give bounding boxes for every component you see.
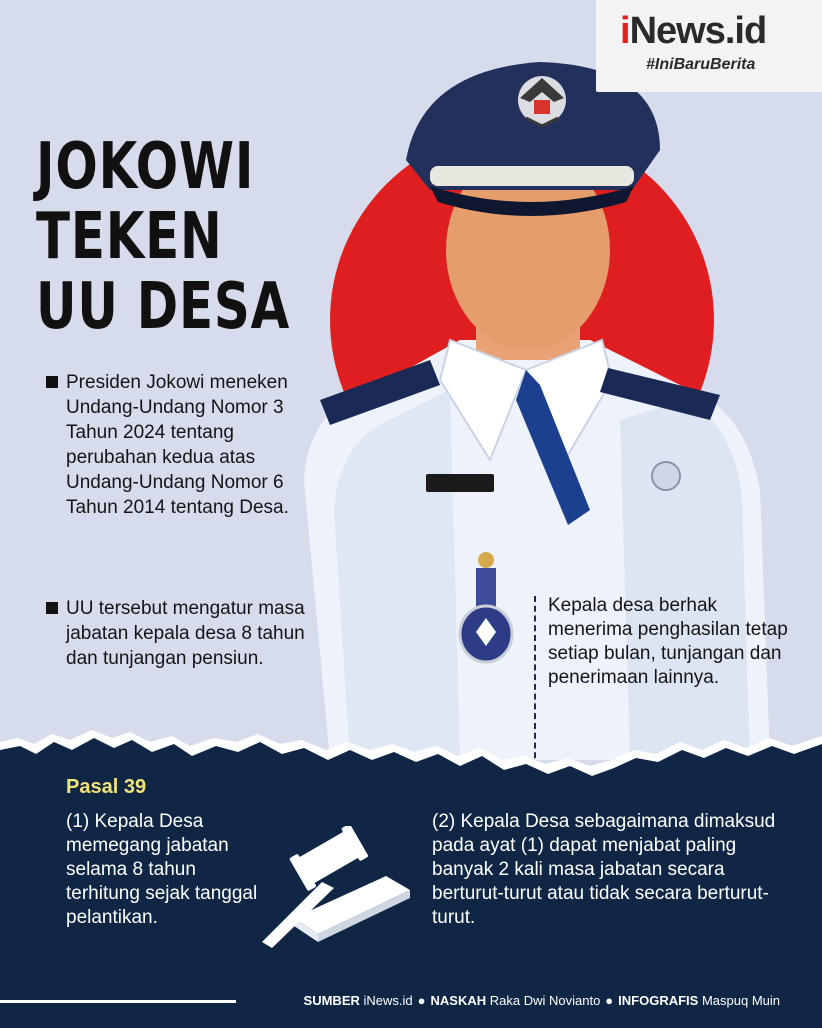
side-note: Kepala desa berhak menerima penghasilan tetap setiap bulan, tunjangan dan penerimaan lainnya. <box>548 595 788 688</box>
footer-sumber-label: SUMBER <box>303 993 360 1008</box>
pasal-ayat-1: (1) Kepala Desa memegang jabatan selama 8 tahun terhitung sejak tanggal pelantikan. <box>66 811 258 928</box>
footer-infografis-value: Maspuq Muin <box>701 993 780 1008</box>
bullet-item <box>46 370 326 570</box>
bullet-text: UU tersebut mengatur masa jabatan kepala desa 8 tahun dan tunjangan pensiun. <box>66 598 305 669</box>
footer-infografis-label: INFOGRAFIS <box>618 993 699 1008</box>
bullet-item <box>46 596 326 706</box>
name-tag <box>426 474 494 492</box>
brand-logo <box>620 10 766 53</box>
footer-naskah-value: Raka Dwi Novianto <box>489 993 601 1008</box>
brand-box <box>596 0 822 92</box>
footer-separator: ● <box>605 993 614 1008</box>
page-title <box>36 132 290 342</box>
pasal-heading: Pasal 39 <box>66 776 147 798</box>
pasal-ayat-2: (2) Kepala Desa sebagaimana dimaksud pada ayat (1) dapat menjabat paling banyak 2 kali masa jabatan secara berturut-turut atau tidak secara berturut-turut. <box>432 811 776 928</box>
footer-naskah-label: NASKAH <box>430 993 487 1008</box>
footer-separator: ● <box>417 993 426 1008</box>
footer-rule <box>0 1000 236 1003</box>
cap-band <box>430 166 634 186</box>
brand-logo-i: i <box>620 10 630 52</box>
bullet-square-icon <box>46 376 58 388</box>
brand-tagline: #IniBaruBerita <box>646 56 756 73</box>
footer-sumber-value: iNews.id <box>363 993 413 1008</box>
chest-badge <box>652 462 680 490</box>
title-line-2: TEKEN <box>36 200 223 274</box>
title-line-1: JOKOWI <box>36 130 255 204</box>
bullet-square-icon <box>46 602 58 614</box>
title-line-3: UU DESA <box>36 270 291 344</box>
bullet-text: Presiden Jokowi meneken Undang-Undang Nomor 3 Tahun 2024 tentang perubahan kedua atas Undang-Undang Nomor 6 Tahun 2014 tentang Desa. <box>66 372 289 518</box>
brand-logo-text: News.id <box>629 10 767 52</box>
footer-credits <box>304 993 780 1008</box>
gavel-icon <box>258 826 414 950</box>
